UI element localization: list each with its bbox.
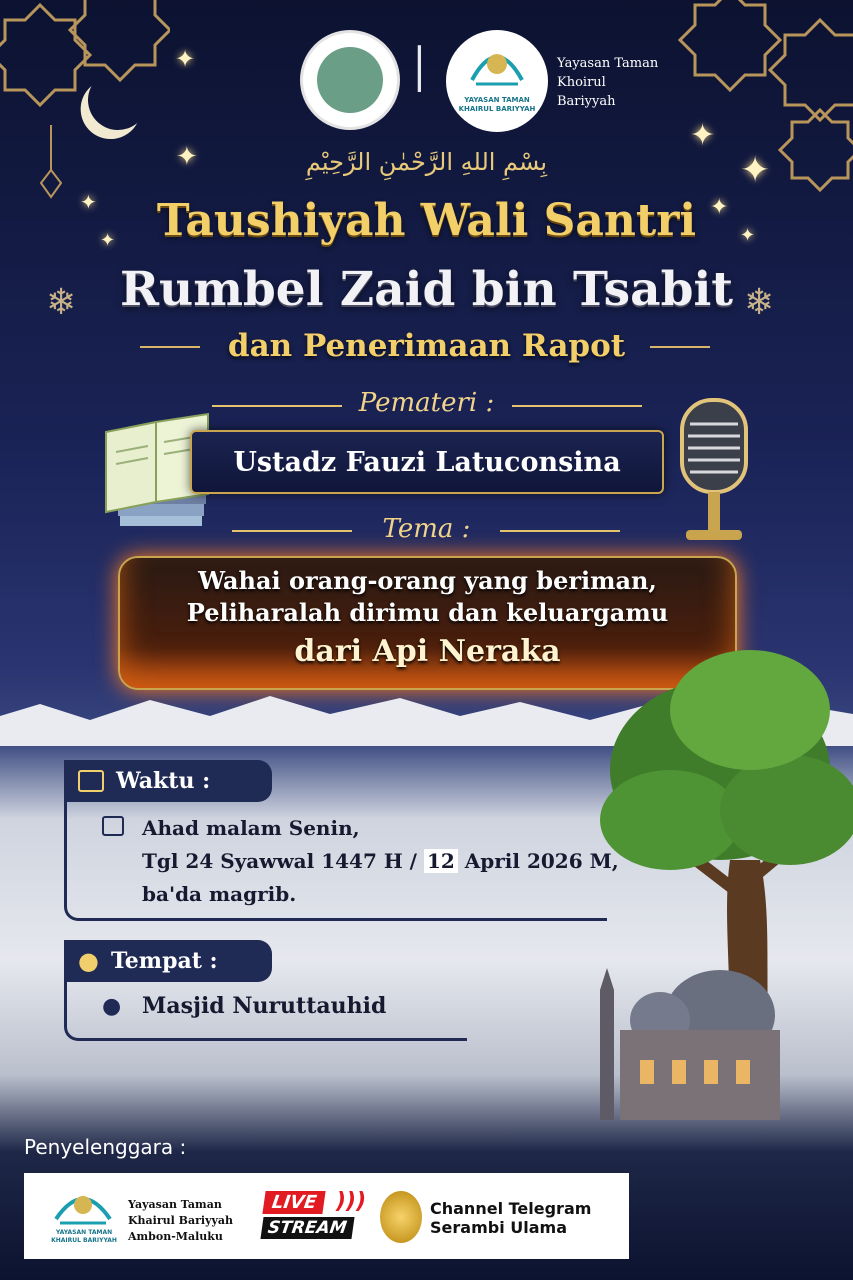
yayasan-logo-caption: YAYASAN TAMAN KHAIRUL BARIYYAH	[458, 96, 536, 113]
place-label: Tempat :	[110, 948, 218, 974]
yayasan-logo-caption-small: YAYASAN TAMAN KHAIRUL BARIYYAH	[51, 1229, 117, 1244]
star-icon: ✦	[710, 195, 729, 220]
live-stream-badge	[262, 1191, 366, 1245]
snowflake-ornament-icon: ❄	[46, 282, 77, 323]
stream-text: STREAM	[260, 1217, 354, 1239]
theme-label: Tema :	[382, 514, 471, 544]
time-line-2: Tgl 24 Syawwal 1447 H / 12 April 2026 M,	[142, 849, 619, 873]
date-highlight: 12	[424, 849, 458, 873]
serambi-ulama-logo	[380, 1191, 422, 1243]
flourish-right	[650, 346, 710, 348]
location-pin-icon: ●	[102, 994, 122, 1019]
theme-line-3: dari Api Neraka	[294, 634, 561, 669]
title-line-2: Rumbel Zaid bin Tsabit	[119, 262, 734, 317]
organizer-yayasan-name: Yayasan Taman Khairul Bariyyah Ambon-Maluku	[128, 1198, 233, 1243]
star-icon: ✦	[740, 150, 771, 191]
logo-separator: I	[410, 34, 429, 108]
star-icon: ✦	[175, 45, 196, 73]
islamic-ornament-icon	[0, 0, 170, 120]
organization-logo-left	[300, 30, 400, 130]
yayasan-logo-small	[50, 1183, 116, 1227]
yayasan-logo	[446, 30, 548, 132]
star-icon: ✦	[100, 230, 116, 251]
time-tab	[64, 760, 272, 802]
star-icon: ✦	[176, 142, 198, 172]
title-line-1: Taushiyah Wali Santri	[156, 195, 697, 246]
time-details	[142, 812, 619, 911]
organizer-footer	[24, 1173, 629, 1259]
telegram-channel: Channel Telegram Serambi Ulama	[430, 1199, 592, 1237]
calendar-icon	[78, 770, 104, 792]
speaker-name: Ustadz Fauzi Latuconsina	[233, 446, 621, 478]
title-line-3: dan Penerimaan Rapot	[227, 328, 626, 364]
calendar-clock-icon	[102, 816, 124, 836]
theme-line-2: Peliharalah dirimu dan keluargamu	[186, 598, 669, 627]
broadcast-icon: )))	[336, 1189, 367, 1214]
star-icon: ✦	[740, 225, 756, 246]
snowflake-ornament-icon: ❄	[744, 282, 775, 323]
time-label: Waktu :	[116, 768, 211, 794]
time-line-3: ba'da magrib.	[142, 882, 297, 906]
yayasan-name: Yayasan Taman Khoirul Bariyyah	[557, 56, 659, 109]
organizer-label: Penyelenggara :	[24, 1135, 187, 1159]
theme-line-1: Wahai orang-orang yang beriman,	[198, 566, 657, 595]
place-tab	[64, 940, 272, 982]
place-value: Masjid Nuruttauhid	[142, 993, 387, 1019]
star-icon: ✦	[690, 118, 716, 153]
star-icon: ✦	[80, 190, 97, 214]
location-pin-icon: ●	[78, 947, 99, 975]
speaker-label: Pemateri :	[358, 388, 495, 418]
speaker-name-box	[190, 430, 664, 494]
basmalah: بِسْمِ اللهِ الرَّحْمٰنِ الرَّحِيْمِ	[305, 148, 548, 176]
live-text: LIVE	[262, 1191, 326, 1214]
flourish-left	[140, 346, 200, 348]
time-line-1: Ahad malam Senin,	[142, 816, 360, 840]
mosque-illustration	[580, 950, 780, 1120]
